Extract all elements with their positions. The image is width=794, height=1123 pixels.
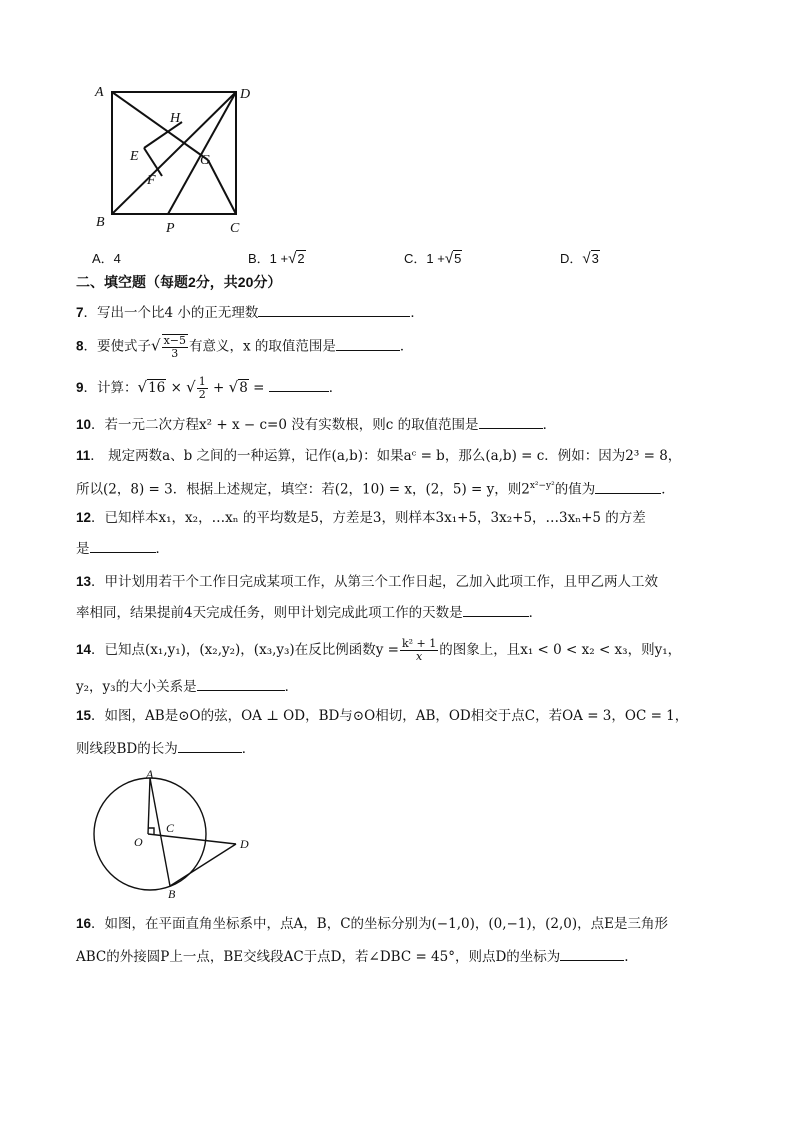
question-12: 12．已知样本x₁，x₂，…xₙ 的平均数是5，方差是3，则样本3x₁+5，3x₂+5，…3xₙ+5 的方差	[76, 510, 646, 526]
question-8: 8．要使式子√ $\frac{x-5}{3}$ 有意义，x 的取值范围是 ．	[76, 334, 414, 360]
segment-oa	[148, 778, 150, 834]
option-a: A．4	[92, 251, 121, 266]
question-11: 11． 规定两数a、b 之间的一种运算，记作(a,b)：如果aᶜ = b，那么(a,b) = c．例如：因为2³ = 8，	[76, 448, 682, 464]
question-16-line2: ABC的外接圆P上一点，BE交线段AC于点D，若∠DBC = 45°，则点D的坐标为 .	[76, 946, 629, 967]
label-f: F	[147, 173, 156, 188]
label-b: B	[96, 215, 105, 230]
question-14: 14．已知点(x₁,y₁)，(x₂,y₂)，(x₃,y₃)在反比例函数y = $\frac{\text{k² + 1}}{x}$ 的图象上，且x₁ < 0 < x₂ < x₃，则y₁，	[76, 637, 682, 663]
label-a: A	[95, 85, 104, 100]
question-11-line2: 所以(2，8) = 3．根据上述规定，填空：若(2，10) = x，(2，5) = y，则$2^{x^2-y^2}$的值为 ．	[76, 476, 675, 500]
label-h: H	[170, 111, 181, 126]
label-p: P	[166, 221, 175, 236]
question-15: 15．如图，AB是⊙O的弦，OA ⊥ OD，BD与⊙O相切，AB，OD相交于点C，若OA = 3，OC = 1，	[76, 708, 689, 724]
option-b: B．1 +√2	[248, 250, 305, 267]
segment-ef	[144, 148, 162, 176]
question-16: 16．如图，在平面直角坐标系中，点A，B，C的坐标分别为(−1,0)，(0,−1)，(2,0)，点E是三角形	[76, 916, 669, 932]
label-c: C	[166, 821, 175, 835]
question-12-line2: 是 ．	[76, 538, 169, 559]
question-13-line2: 率相同，结果提前4天完成任务，则甲计划完成此项工作的天数是 ．	[76, 602, 542, 623]
question-10: 10．若一元二次方程x² + x − c=0 没有实数根，则c 的取值范围是 ．	[76, 414, 556, 435]
label-d: D	[240, 837, 249, 851]
label-g: G	[200, 153, 211, 168]
option-d: D．√3	[560, 250, 599, 267]
label-b: B	[168, 887, 176, 900]
label-d: D	[240, 87, 251, 102]
question-9: 9．计算：√16 × √ $\frac{1}{2}$ + √8 = ．	[76, 375, 343, 401]
label-o: O	[134, 835, 143, 849]
label-c: C	[230, 221, 240, 236]
label-a: A	[146, 767, 154, 781]
option-c: C．1 +√5	[404, 250, 462, 267]
circle-figure	[88, 766, 268, 900]
label-e: E	[130, 149, 139, 164]
question-13: 13．甲计划用若干个工作日完成某项工作，从第三个工作日起，乙加入此项工作，且甲乙两人工效	[76, 574, 659, 590]
section-heading: 二、填空题（每题2分，共20分）	[76, 274, 282, 290]
square-figure	[90, 80, 260, 240]
question-14-line2: y₂，y₃的大小关系是 ．	[76, 676, 298, 697]
question-7: 7．写出一个比4 小的正无理数 ．	[76, 302, 424, 323]
segment-gc	[208, 160, 236, 214]
segment-ag	[112, 92, 208, 160]
question-15-line2: 则线段BD的长为 ．	[76, 738, 255, 759]
